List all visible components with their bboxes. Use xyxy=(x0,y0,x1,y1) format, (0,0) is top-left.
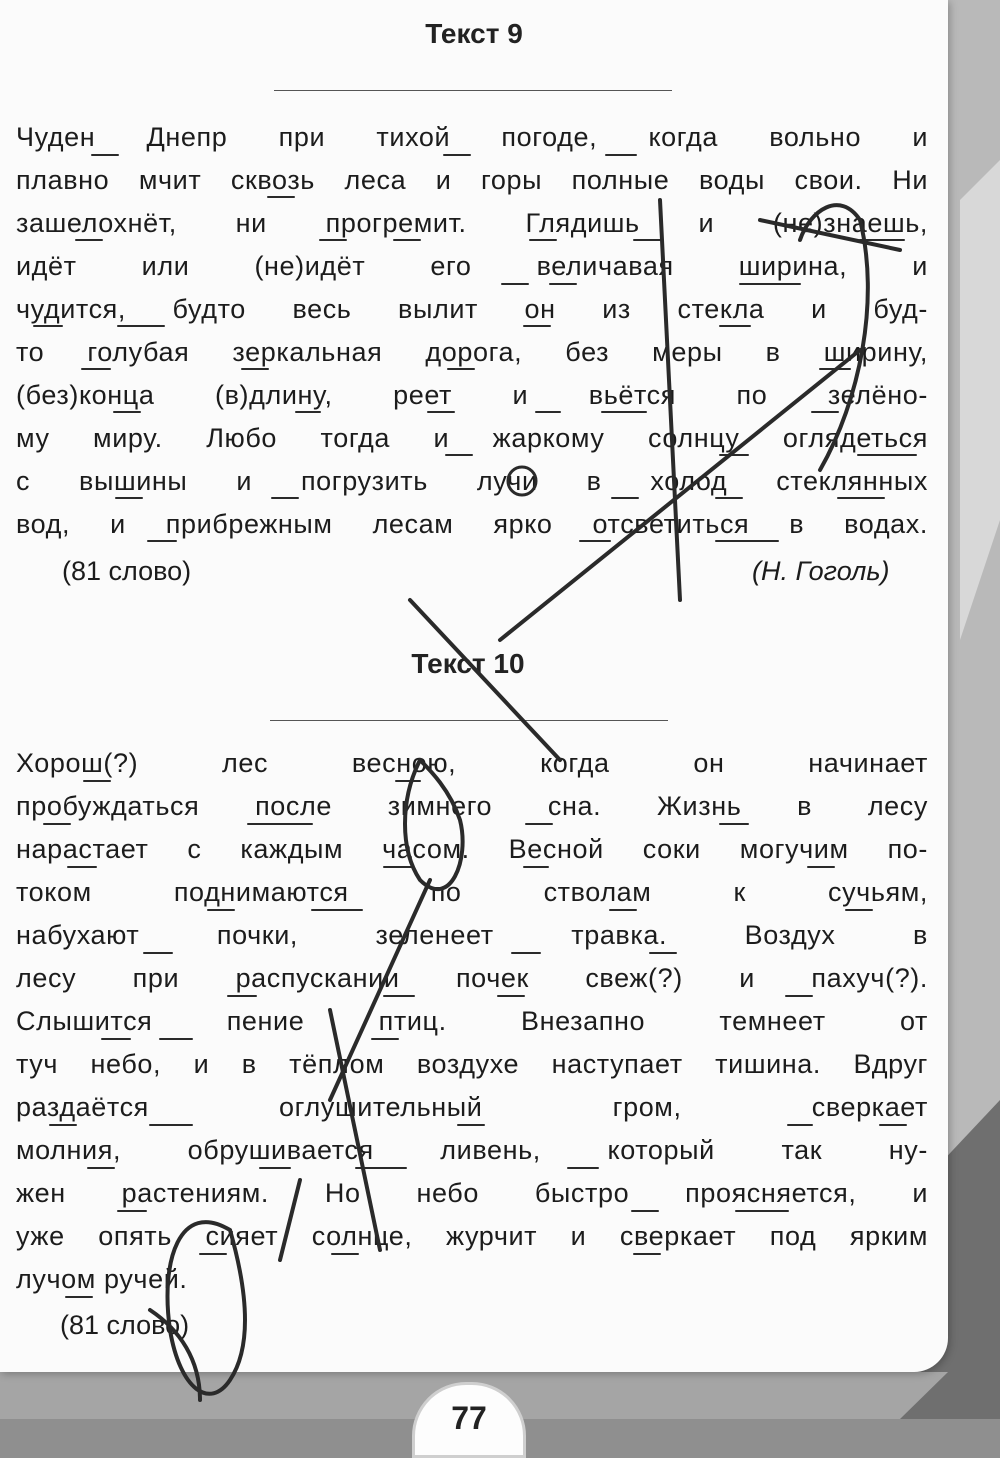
text10-line: молния, обрушивается ливень, который так ну- xyxy=(16,1135,928,1165)
text9-title: Текст 9 xyxy=(425,18,523,49)
text9-line: идёт или (не)идёт его величавая ширина, и xyxy=(16,251,928,281)
page-number: 77 xyxy=(412,1382,526,1458)
text10-body xyxy=(16,742,928,1301)
text10-line: жен растениям. Но небо быстро проясняется, и xyxy=(16,1178,928,1208)
text9-author: (Н. Гоголь) xyxy=(752,556,890,586)
text10-line: нарастает с каждым часом. Весной соки могучим по- xyxy=(16,834,928,864)
text9-line: с вышины и погрузить лучи в холод стеклянных xyxy=(16,466,928,496)
text9-body xyxy=(16,116,928,546)
text10-line: лучом ручей. xyxy=(16,1264,188,1294)
text10-line: током поднимаются по стволам к сучьям, xyxy=(16,877,928,907)
text10-line: Хорош(?) лес весною, когда он начинает xyxy=(16,748,928,778)
text10-line: лесу при распускании почек свеж(?) и пахуч(?). xyxy=(16,963,928,993)
text9-line: то голубая зеркальная дорога, без меры в ширину, xyxy=(16,337,928,367)
text10-line: туч небо, и в тёплом воздухе наступает тишина. Вдруг xyxy=(16,1049,928,1079)
text10-word-count: (81 слово) xyxy=(60,1310,190,1340)
text9-word-count: (81 слово) xyxy=(62,556,192,586)
text9-line: му миру. Любо тогда и жаркому солнцу оглядеться xyxy=(16,423,928,453)
text10-line: пробуждаться после зимнего сна. Жизнь в лесу xyxy=(16,791,928,821)
text9-line: вод, и прибрежным лесам ярко отсветиться в водах. xyxy=(16,509,928,539)
text10-line: раздаётся оглушительный гром, сверкает xyxy=(16,1092,928,1122)
text10-title: Текст 10 xyxy=(411,648,525,679)
text9-line: плавно мчит сквозь леса и горы полные воды свои. Ни xyxy=(16,165,928,195)
text9-title-rule xyxy=(274,90,672,91)
text10-line: набухают почки, зеленеет травка. Воздух в xyxy=(16,920,928,950)
text9-line: зашелохнёт, ни прогремит. Глядишь и (не)знаешь, xyxy=(16,208,928,238)
text9-line: чудится, будто весь вылит он из стекла и буд- xyxy=(16,294,928,324)
text10-line: Слышится пение птиц. Внезапно темнеет от xyxy=(16,1006,928,1036)
text9-line: (без)конца (в)длину, реет и вьётся по зелёно- xyxy=(16,380,928,410)
text10-line: уже опять сияет солнце, журчит и сверкает под ярким xyxy=(16,1221,928,1251)
text9-line: Чуден Днепр при тихой погоде, когда вольно и xyxy=(16,122,928,152)
text10-title-rule xyxy=(270,720,668,721)
